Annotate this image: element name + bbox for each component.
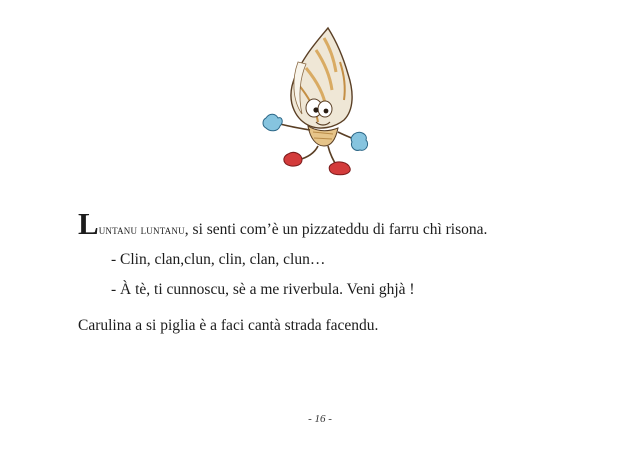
paragraph-1-rest: , si senti com’è un pizzateddu di farru chì risona.	[184, 221, 488, 238]
story-dialogue-1: - Clin, clan,clun, clin, clan, clun…	[111, 251, 326, 268]
story-paragraph-1	[78, 206, 488, 241]
small-caps-opening: untanu luntanu	[98, 222, 185, 237]
drop-cap: L	[78, 206, 99, 241]
story-dialogue-2: - À tè, ti cunnoscu, sè a me riverbula. Veni ghjà !	[111, 281, 415, 298]
seashell-character-icon	[258, 22, 370, 180]
page-number: - 16 -	[308, 413, 332, 425]
story-paragraph-2: Carulina a si piglia è a faci cantà strada facendu.	[78, 317, 379, 334]
